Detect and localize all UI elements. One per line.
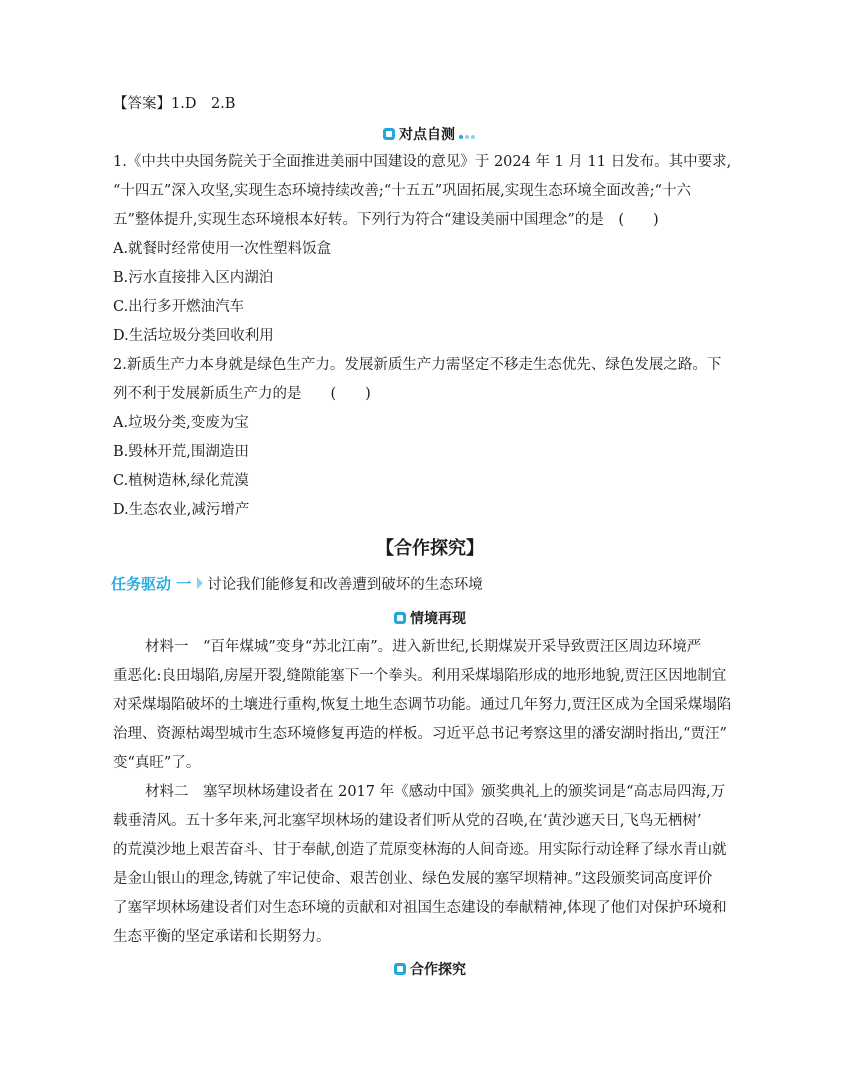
task-label: 任务驱动 一 (111, 575, 192, 593)
question-1-option-a: A.就餐时经常使用一次性塑料饭盒 (113, 241, 332, 257)
task-line (111, 574, 483, 595)
question-1-line: 1.《中共中央国务院关于全面推进美丽中国建设的意见》于 2024 年 1 月 11 日发布。其中要求, (113, 154, 732, 170)
material-1-line: 材料一 “百年煤城”变身“苏北江南”。进入新世纪,长期煤炭开采导致贾汪区周边环境严 (145, 639, 702, 655)
pencil-icon (383, 128, 395, 140)
arrow-icon (197, 577, 203, 589)
answer-line: 【答案】1.D 2.B (113, 96, 236, 112)
material-1-line: 治理、资源枯竭型城市生态环境修复再造的样板。习近平总书记考察这里的潘安湖时指出,“贾汪” (113, 726, 727, 742)
section-explore-heading: 合作探究 (0, 959, 860, 979)
question-1-option-b: B.污水直接排入区内湖泊 (113, 270, 274, 286)
task-text: 讨论我们能修复和改善遭到破坏的生态环境 (207, 577, 483, 593)
question-2-line: 2.新质生产力本身就是绿色生产力。发展新质生产力需坚定不移走生态优先、绿色发展之路。下 (113, 357, 722, 373)
material-2-line: 生态平衡的坚定承诺和长期努力。 (113, 929, 331, 945)
question-1-option-d: D.生活垃圾分类回收利用 (113, 328, 274, 344)
material-2-line: 材料二 塞罕坝林场建设者在 2017 年《感动中国》颁奖典礼上的颁奖词是“高志局四海,万 (145, 784, 726, 800)
question-2-line: 列不利于发展新质生产力的是 ( ) (113, 386, 371, 402)
material-2-line: 了塞罕坝林场建设者们对生态环境的贡献和对祖国生态建设的奉献精神,体现了他们对保护环境和 (113, 900, 727, 916)
material-2-line: 的荒漠沙地上艰苦奋斗、甘于奉献,创造了荒原变林海的人间奇迹。用实际行动诠释了绿水青山就 (113, 842, 727, 858)
question-2-option-d: D.生态农业,减污增产 (113, 502, 250, 518)
question-1-line: “十四五”深入攻坚,实现生态环境持续改善;“十五五”巩固拓展,实现生态环境全面改善;“十六 (113, 183, 692, 199)
question-2-option-a: A.垃圾分类,变废为宝 (113, 415, 249, 431)
material-2-line: 载垂清风。五十多年来,河北塞罕坝林场的建设者们听从党的召唤,在‘黄沙遮天日,飞鸟无栖树’ (113, 813, 702, 829)
question-2-option-b: B.毁林开荒,围湖造田 (113, 444, 249, 460)
section-scene-heading: 情境再现 (0, 608, 860, 628)
question-1-line: 五”整体提升,实现生态环境根本好转。下列行为符合“建设美丽中国理念”的是 ( ) (113, 212, 659, 228)
material-1-line: 重恶化:良田塌陷,房屋开裂,缝隙能塞下一个拳头。利用采煤塌陷形成的地形地貌,贾汪区因地制宜 (113, 668, 727, 684)
section-cooperate-heading: 【合作探究】 (376, 538, 484, 559)
scene-icon (394, 612, 406, 624)
dots-decoration-icon (459, 127, 477, 143)
material-1-line: 对采煤塌陷破坏的土壤进行重构,恢复土地生态调节功能。通过几年努力,贾汪区成为全国采煤塌陷 (113, 697, 732, 713)
question-2-option-c: C.植树造林,绿化荒漠 (113, 473, 249, 489)
section-self-test-heading: 对点自测 (0, 124, 860, 144)
material-2-line: 是金山银山的理念,铸就了牢记使命、艰苦创业、绿色发展的塞罕坝精神。”这段颁奖词高度评价 (113, 871, 713, 887)
question-1-option-c: C.出行多开燃油汽车 (113, 299, 245, 315)
material-1-line: 变“真旺”了。 (113, 755, 201, 771)
explore-icon (394, 963, 406, 975)
